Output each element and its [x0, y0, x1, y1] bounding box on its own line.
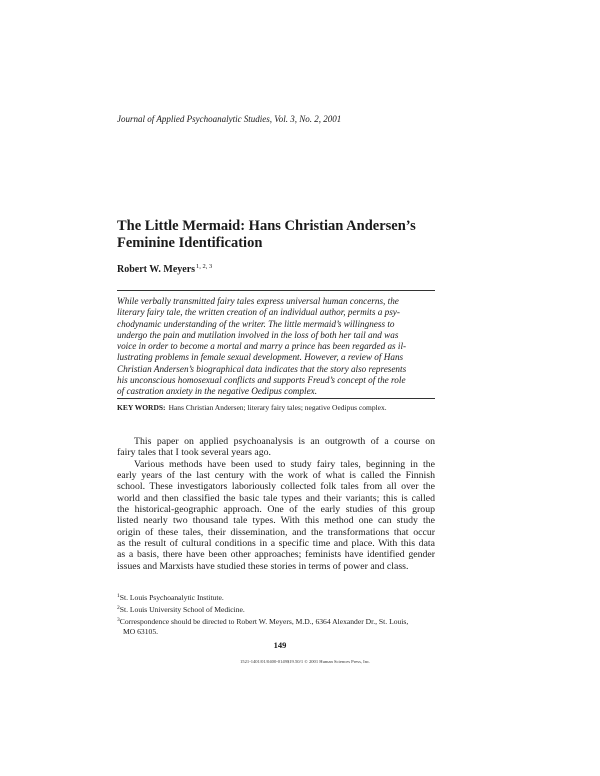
- page-number: 149: [273, 640, 287, 650]
- keywords-text: Hans Christian Andersen; literary fairy tales; negative Oedipus complex.: [168, 403, 387, 412]
- footnote-text: St. Louis University School of Medicine.: [119, 605, 245, 614]
- body-line: origin of these tales, their dissemination, and the transformations that occur: [117, 526, 435, 538]
- footnote-text: St. Louis Psychoanalytic Institute.: [119, 593, 224, 602]
- abstract-line: Christian Andersen’s biographical data indicates that the story also represents: [117, 363, 407, 374]
- body-line: This paper on applied psychoanalysis is an outgrowth of a course on: [134, 436, 435, 447]
- body-line: the historical-geographic approach. One of the early studies of this group: [117, 504, 435, 516]
- article-title: [117, 218, 447, 252]
- keywords: [117, 403, 387, 412]
- footnote-mark: 2: [117, 605, 120, 611]
- keywords-label: KEY WORDS:: [117, 403, 166, 412]
- abstract-line: his unconscious homosexual conflicts and supports Freud’s concept of the role: [117, 375, 406, 386]
- footnote-1: [117, 591, 435, 603]
- body-line: fairy tales that I took several years ago.: [117, 447, 271, 459]
- abstract-top-rule: [117, 290, 435, 291]
- article-title-line-1: The Little Mermaid: Hans Christian Andersen’s: [117, 218, 416, 234]
- footnote-text: Correspondence should be directed to Robert W. Meyers, M.D., 6364 Alexander Dr., St. Louis,: [119, 617, 409, 626]
- copyright-line: 1521-1401/01/0400-0149$19.50/1 © 2001 Human Sciences Press, Inc.: [240, 659, 371, 664]
- body-text: [117, 436, 435, 572]
- article-title-line-2: Feminine Identification: [117, 235, 263, 251]
- author-line: [117, 263, 212, 275]
- abstract-line: literary fairy tale, the written creation of an individual author, permits a psy-: [117, 307, 400, 318]
- body-line: as a basis, there have been other approaches; feminists have identified gender: [117, 549, 435, 561]
- abstract-line: voice in order to become a mortal and marry a prince has been regarded as il-: [117, 341, 407, 352]
- footnote-3: [117, 615, 435, 627]
- journal-header: Journal of Applied Psychoanalytic Studies, Vol. 3, No. 2, 2001: [117, 114, 342, 124]
- author-affiliation-marks: 1, 2, 3: [196, 263, 213, 270]
- footnote-2: [117, 603, 435, 615]
- body-line: listed nearly two thousand tale types. With this method one can study the: [117, 515, 435, 527]
- body-line: Various methods have been used to study fairy tales, beginning in the: [134, 458, 435, 470]
- body-line: school. These investigators laboriously collected folk tales from all over the: [117, 481, 435, 493]
- abstract-line: chodynamic understanding of the writer. The little mermaid’s willingness to: [117, 318, 395, 329]
- body-line: as the result of cultural conditions in a specific time and place. With this data: [117, 538, 435, 550]
- abstract: [117, 296, 435, 398]
- body-line: issues and Marxists have studied these stories in terms of power and class.: [117, 560, 409, 572]
- abstract-line: undergo the pain and mutilation involved in the loss of both her tail and was: [117, 329, 399, 340]
- abstract-line: of castration anxiety in the negative Oedipus complex.: [117, 386, 318, 397]
- footnote-mark: 3: [117, 617, 120, 623]
- abstract-line: While verbally transmitted fairy tales express universal human concerns, the: [117, 296, 399, 306]
- abstract-bottom-rule: [117, 398, 435, 399]
- abstract-line: lustrating problems in female sexual development. However, a review of Hans: [117, 352, 404, 363]
- footnote-mark: 1: [117, 593, 120, 599]
- body-line: world and then classified the basic tale types and their variants; this is called: [117, 492, 435, 504]
- author-name: Robert W. Meyers: [117, 264, 196, 275]
- footnote-3-continued: MO 63105.: [123, 627, 159, 636]
- body-line: early years of the last century with the work of what is called the Finnish: [117, 470, 435, 482]
- footnotes: [117, 591, 435, 637]
